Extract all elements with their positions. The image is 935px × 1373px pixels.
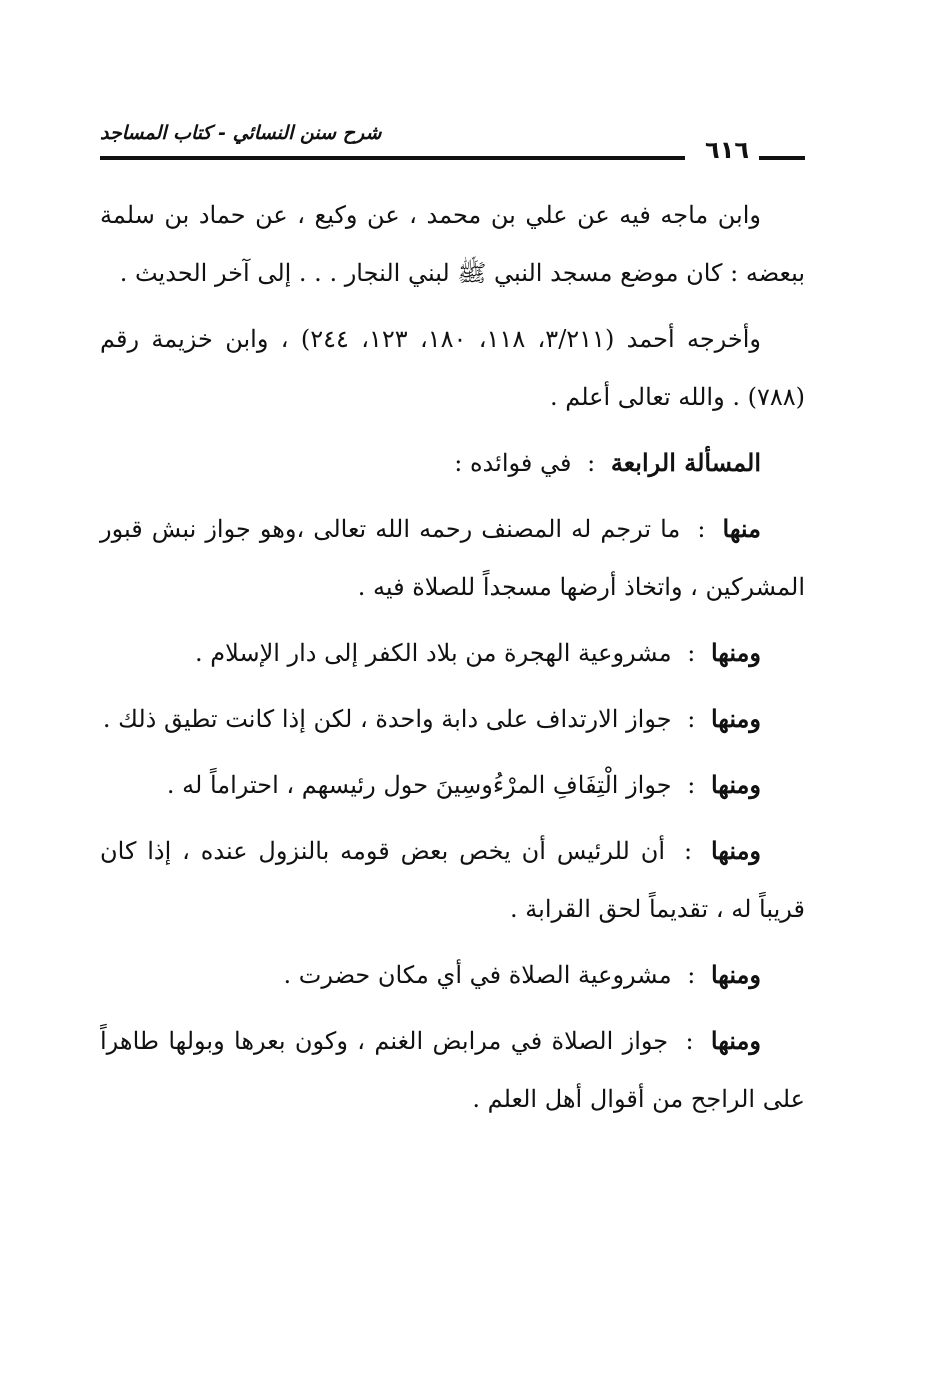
paragraph-text: مشروعية الهجرة من بلاد الكفر إلى دار الإسلام .: [195, 639, 672, 667]
benefit-item: [100, 1012, 805, 1128]
colon-separator: :: [687, 705, 696, 733]
colon-separator: :: [683, 837, 693, 865]
header-rule: [100, 156, 685, 160]
paragraph-text: جواز الْتِفَافِ المرْءُوسِينَ حول رئيسهم ، احتراماً له .: [166, 771, 672, 799]
running-header: [100, 118, 805, 168]
colon-separator: :: [697, 515, 706, 543]
issue-heading: المسألة الرابعة: [610, 448, 761, 477]
benefit-keyword: ومنها: [710, 704, 761, 733]
colon-separator: :: [687, 961, 696, 989]
colon-separator: :: [687, 771, 696, 799]
paragraph-ibn-majah: [100, 186, 805, 302]
benefit-item: [100, 690, 805, 748]
benefit-keyword: ومنها: [710, 960, 761, 989]
header-rule-short: [759, 156, 805, 160]
benefit-keyword: ومنها: [710, 638, 761, 667]
paragraph-ahmad: [100, 310, 805, 426]
benefit-keyword: منها: [722, 514, 761, 543]
colon-separator: :: [687, 639, 696, 667]
benefit-item: [100, 624, 805, 682]
benefit-keyword: ومنها: [710, 770, 761, 799]
benefit-keyword: ومنها: [710, 1026, 761, 1055]
book-title: شرح سنن النسائي - كتاب المساجد: [100, 122, 382, 144]
colon-separator: :: [587, 449, 596, 477]
benefit-item: [100, 756, 805, 814]
benefit-item: [100, 822, 805, 938]
paragraph-text: جواز الصلاة في مرابض الغنم ، وكون بعرها وبولها طاهراً على الراجح من أقوال أهل العلم .: [100, 1027, 805, 1113]
paragraph-fourth-issue: [100, 434, 805, 492]
page-number: ٦١٦: [705, 136, 749, 164]
paragraph-text: جواز الارتداف على دابة واحدة ، لكن إذا كانت تطيق ذلك .: [102, 705, 672, 733]
paragraph-text: ما ترجم له المصنف رحمه الله تعالى ،وهو جواز نبش قبور المشركين ، واتخاذ أرضها مسجداً للصلاة فيه .: [100, 515, 805, 601]
paragraph-text: في فوائده :: [454, 449, 572, 477]
paragraph-text: أن للرئيس أن يخص بعض قومه بالنزول عنده ، إذا كان قريباً له ، تقديماً لحق القرابة .: [100, 837, 805, 923]
benefit-item: [100, 946, 805, 1004]
paragraph-text: وابن ماجه فيه عن علي بن محمد ، عن وكيع ، عن حماد بن سلمة ببعضه : كان موضع مسجد النبي ﷺ لبني النجار . . . إلى آخر الحديث .: [100, 201, 805, 287]
benefit-item: [100, 500, 805, 616]
colon-separator: :: [685, 1027, 694, 1055]
page-body: [100, 186, 805, 1136]
benefit-keyword: ومنها: [710, 836, 762, 865]
paragraph-text: وأخرجه أحمد (٣/٢١١، ١١٨، ١٨٠، ١٢٣، ٢٤٤) ، وابن خزيمة رقم (٧٨٨) . والله تعالى أعلم .: [100, 325, 805, 411]
paragraph-text: مشروعية الصلاة في أي مكان حضرت .: [283, 961, 672, 989]
